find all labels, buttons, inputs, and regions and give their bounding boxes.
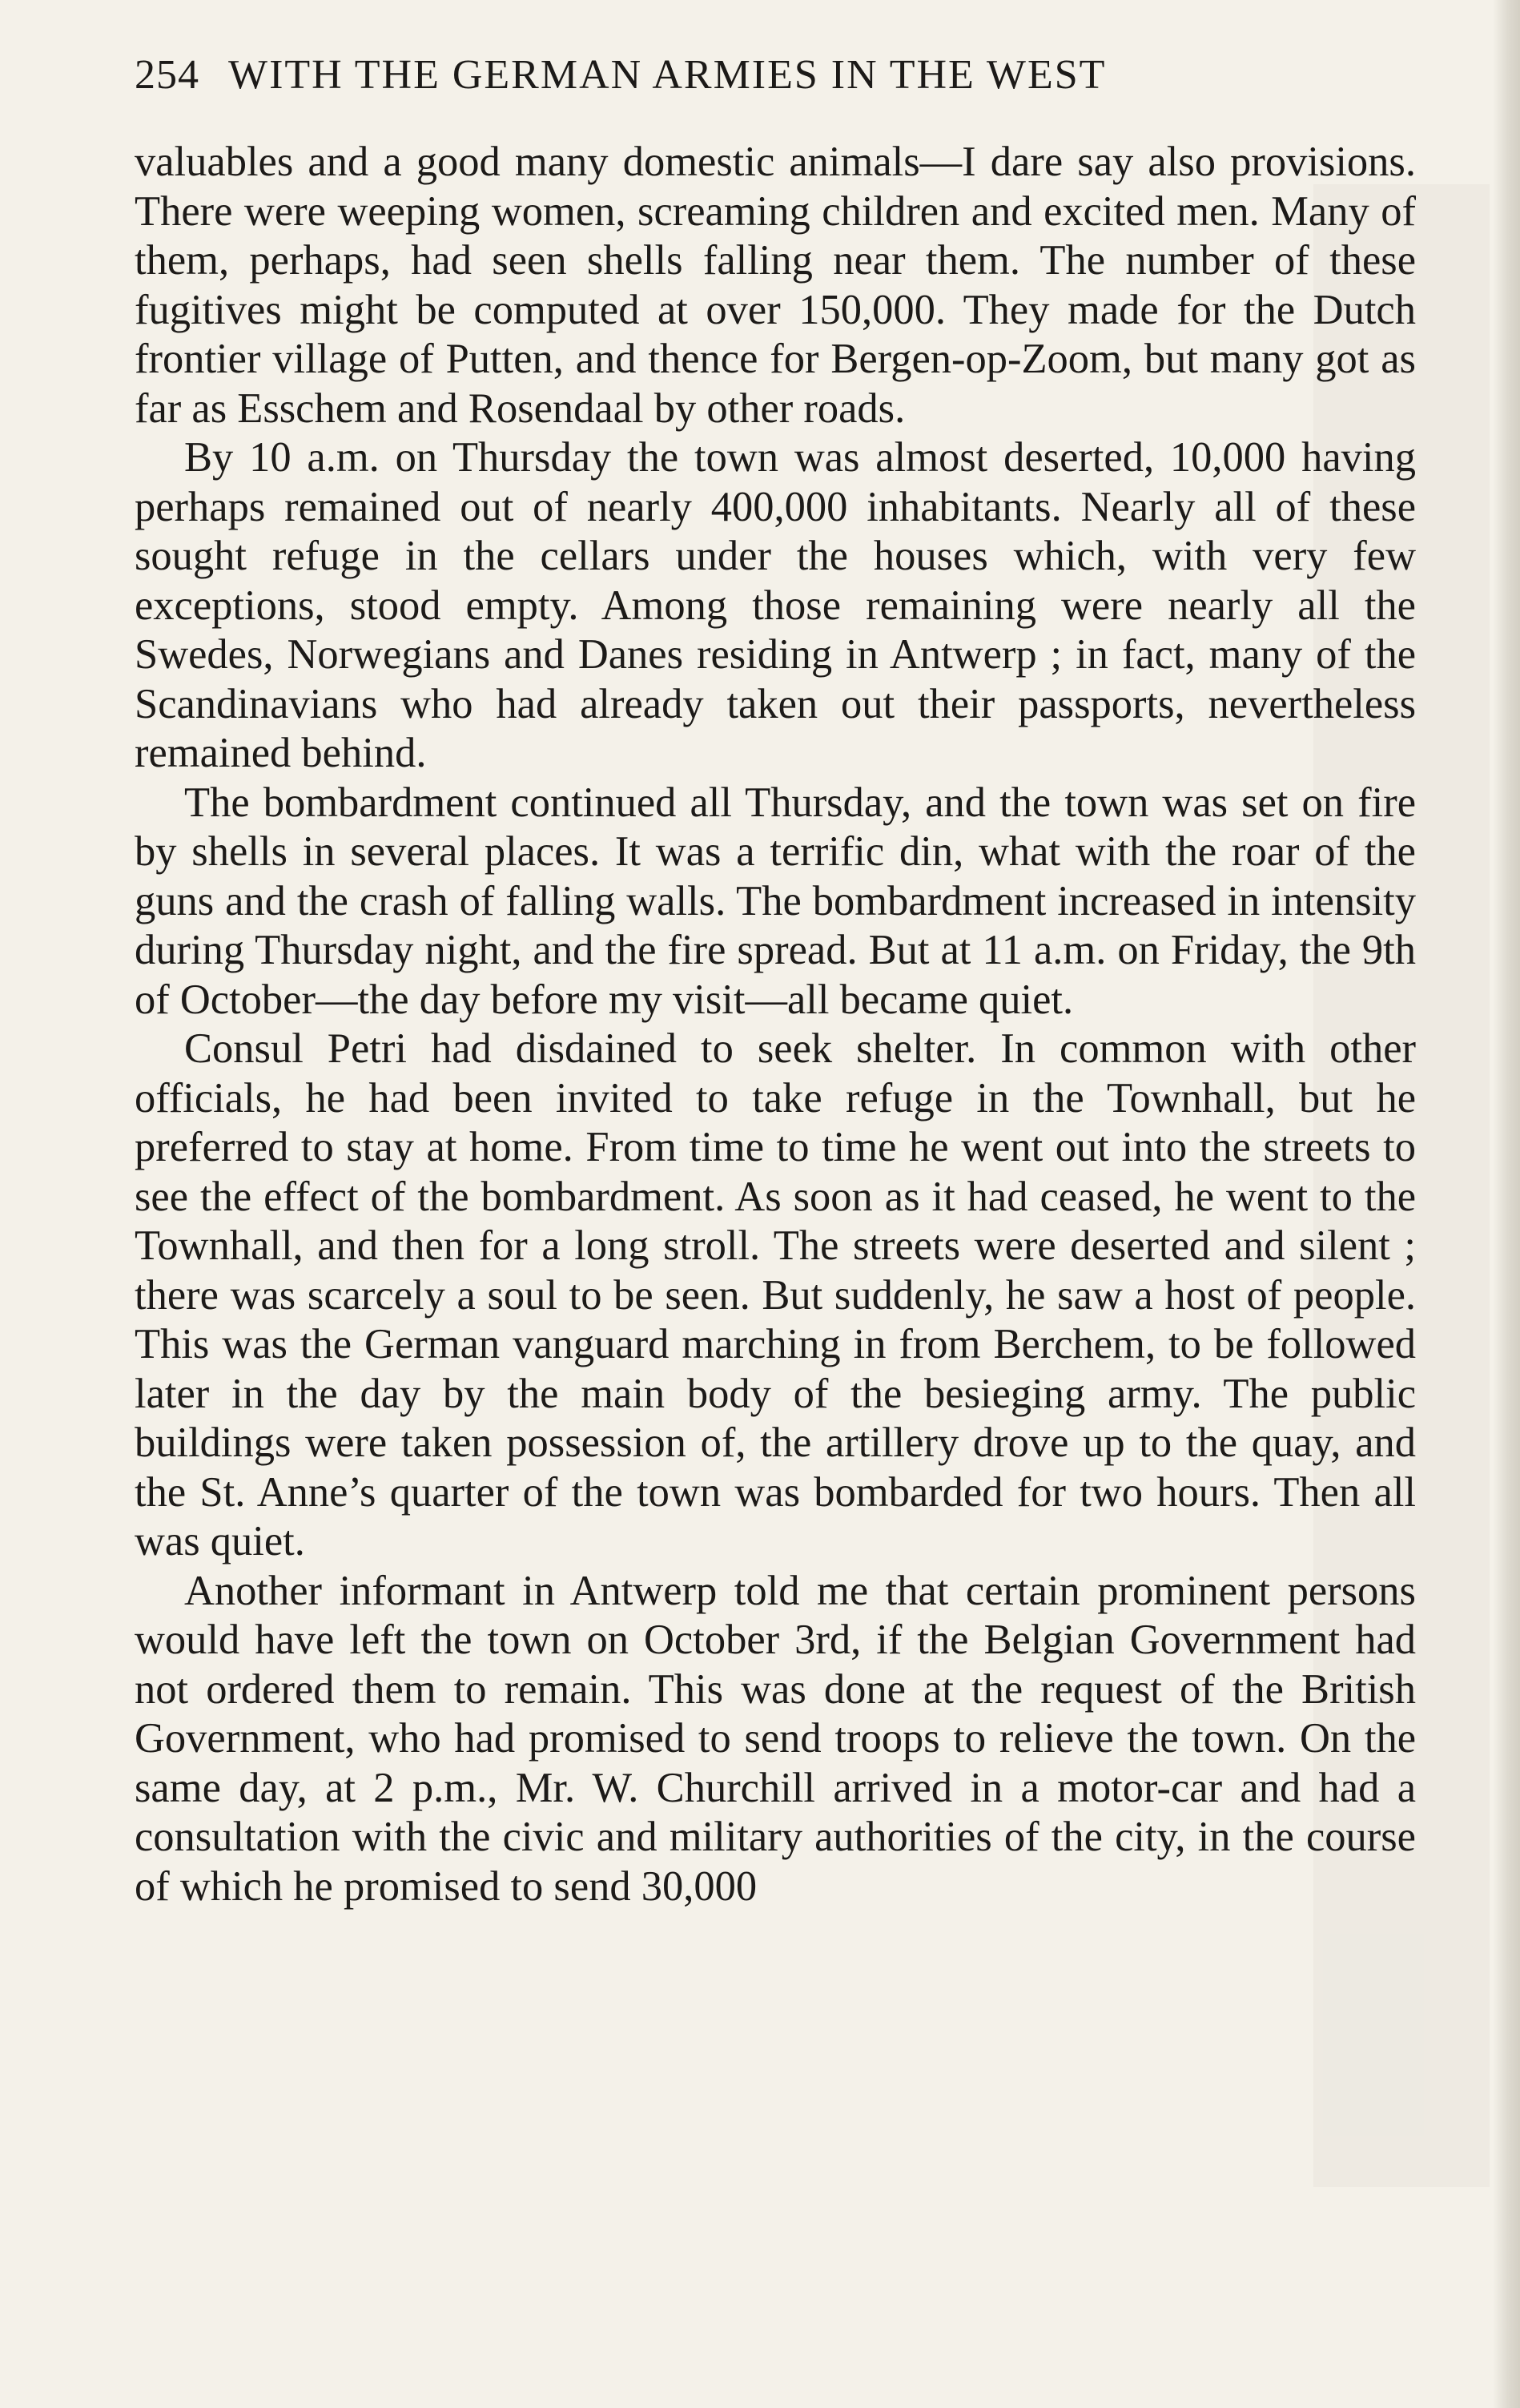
body-text [135,138,1416,1911]
paragraph-evacuation: By 10 a.m. on Thursday the town was almost deserted, 10,000 having perhaps remained out of nearly 400,000 inhabitants. Nearly all of these sought refuge in the cellars under the houses which, with very few exceptions, stood empty. Among those remaining were nearly all the Swedes, Norwegians and Danes residing in Antwerp ; in fact, many of the Scandinavians who had already taken out their passports, nevertheless remained behind. [135,434,1416,776]
paragraph-informant: Another informant in Antwerp told me that certain prominent persons would have left the town on October 3rd, if the Belgian Government had not ordered them to remain. This was done at the request of the British Government, who had promised to send troops to relieve the town. On the same day, at 2 p.m., Mr. W. Churchill arrived in a motor-car and had a consultation with the civic and military authorities of the city, in the course of which he promised to send 30,000 [135,1567,1416,1910]
running-title: WITH THE GERMAN ARMIES IN THE WEST [228,52,1107,98]
paragraph-consul-petri: Consul Petri had disdained to seek shelter. In common with other officials, he had been invited to take refuge in the Townhall, but he preferred to stay at home. From time to time he went out into the streets to see the effect of the bombardment. As soon as it had ceased, he went to the Townhall, and then for a long stroll. The streets were deserted and silent ; there was scarcely a soul to be seen. But suddenly, he saw a host of people. This was the German vanguard marching in from Berchem, to be followed later in the day by the main body of the besieging army. The public buildings were taken possession of, the artillery drove up to the quay, and the St. Anne’s quarter of the town was bombarded for two hours. Then all was quiet. [135,1025,1416,1564]
paragraph-continued: valuables and a good many domestic animals—I dare say also provisions. There were weeping women, screaming children and excited men. Many of them, perhaps, had seen shells falling near them. The number of these fugitives might be computed at over 150,000. They made for the Dutch frontier village of Putten, and thence for Bergen-op-Zoom, but many got as far as Esschem and Rosendaal by other roads. [135,139,1416,432]
paragraph-bombardment: The bombardment continued all Thursday, and the town was set on fire by shells in several places. It was a terrific din, what with the roar of the guns and the crash of falling walls. The bombardment increased in intensity during Thursday night, and the fire spread. But at 11 a.m. on Friday, the 9th of October—the day before my visit—all became quiet. [135,779,1416,1023]
page-number: 254 [135,52,199,98]
page-edge [1493,0,1520,2408]
page-header [135,51,1352,107]
